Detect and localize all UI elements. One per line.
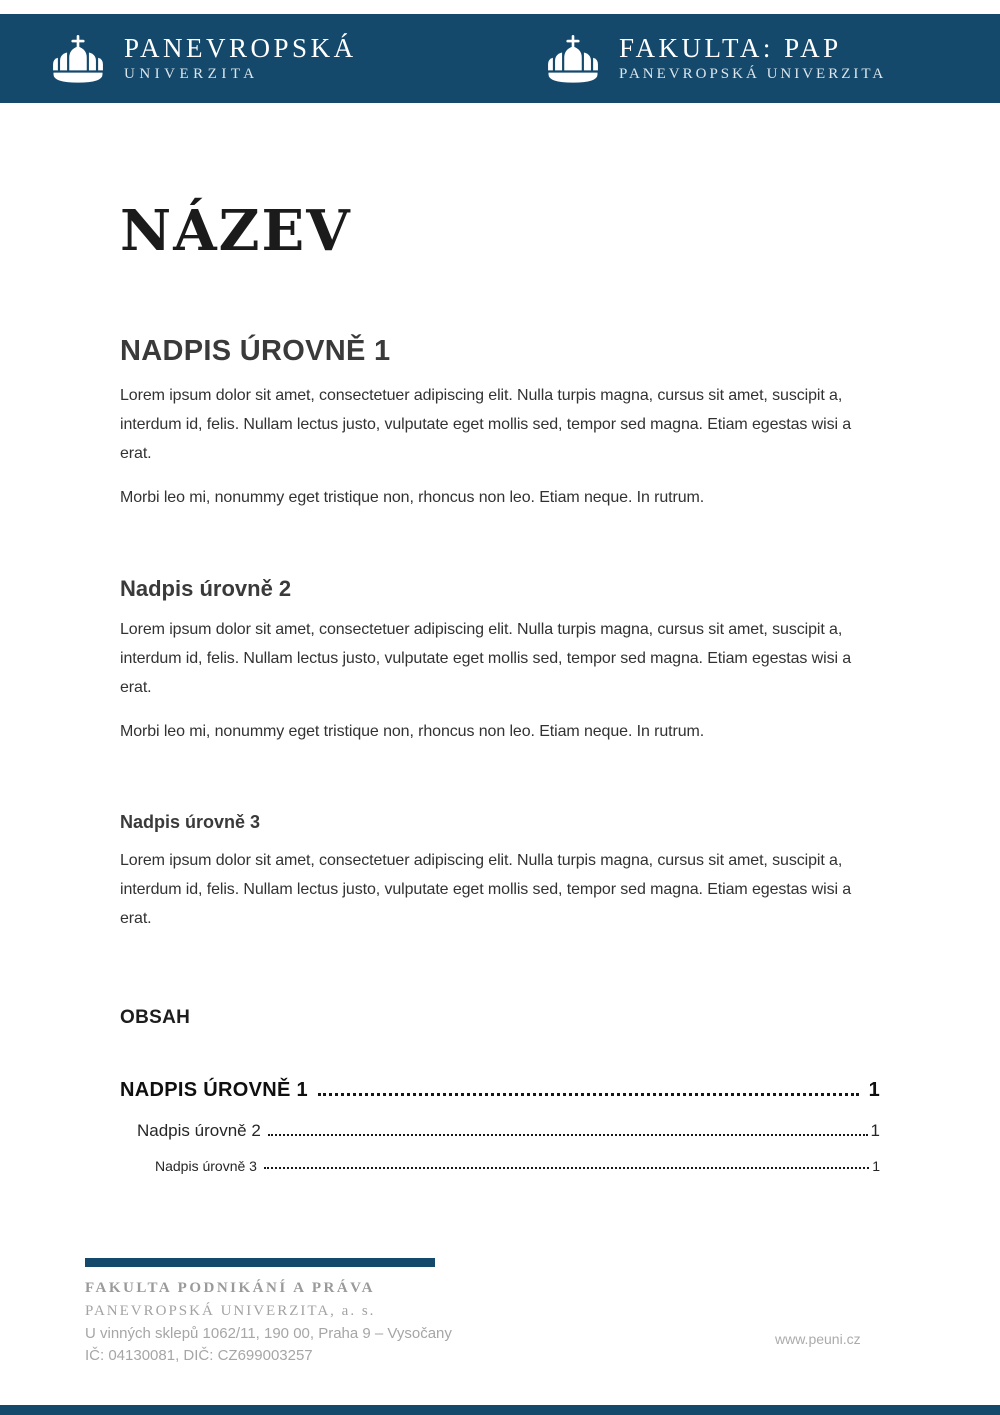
crown-icon (50, 33, 106, 85)
university-logo-subtitle: UNIVERZITA (124, 66, 259, 83)
footer-accent-bar (85, 1258, 435, 1267)
bottom-accent-band (0, 1405, 1000, 1415)
body-paragraph: Lorem ipsum dolor sit amet, consectetuer adipiscing elit. Nulla turpis magna, cursus sit amet, suscipit a, interdum id, felis. Nullam lectus justo, vulputate eget mollis sed, tempor sed magna. Etiam egestas wisi a erat. (120, 621, 852, 697)
toc-entry-label: Nadpis úrovně 3 (155, 1158, 257, 1175)
toc-dot-leader (318, 1093, 859, 1096)
toc-entry-level-3[interactable] (120, 1158, 880, 1174)
footer-university-name: PANEVROPSKÁ UNIVERZITA, a. s. (85, 1303, 376, 1319)
footer-faculty-name: FAKULTA PODNIKÁNÍ A PRÁVA (85, 1280, 375, 1296)
university-logo-title: PANEVROPSKÁ (124, 32, 357, 63)
toc-entry-level-2[interactable] (120, 1121, 880, 1141)
footer-website-link[interactable]: www.peuni.cz (775, 1331, 861, 1347)
toc-entry-label: Nadpis úrovně 2 (137, 1121, 261, 1141)
footer-registration: IČ: 04130081, DIČ: CZ699003257 (85, 1347, 313, 1364)
faculty-logo (545, 14, 886, 103)
body-paragraph: Lorem ipsum dolor sit amet, consectetuer adipiscing elit. Nulla turpis magna, cursus sit amet, suscipit a, interdum id, felis. Nullam lectus justo, vulputate eget mollis sed, tempor sed magna. Etiam egestas wisi a erat. (120, 852, 852, 928)
toc-heading: OBSAH (120, 1007, 191, 1029)
heading-level-1: NADPIS ÚROVNĚ 1 (120, 335, 391, 368)
footer-address: U vinných sklepů 1062/11, 190 00, Praha 9 – Vysočany (85, 1325, 452, 1342)
body-paragraph: Lorem ipsum dolor sit amet, consectetuer adipiscing elit. Nulla turpis magna, cursus sit amet, suscipit a, interdum id, felis. Nullam lectus justo, vulputate eget mollis sed, tempor sed magna. Etiam egestas wisi a erat. (120, 387, 852, 463)
toc-page-number: 1 (870, 1121, 880, 1141)
document-title: NÁZEV (120, 198, 352, 264)
university-logo-text (124, 34, 357, 83)
toc-dot-leader (264, 1167, 869, 1169)
heading-level-3: Nadpis úrovně 3 (120, 812, 261, 833)
header-band (0, 14, 1000, 103)
body-paragraph: Morbi leo mi, nonummy eget tristique non, rhoncus non leo. Etiam neque. In rutrum. (120, 723, 705, 741)
footer-address-block (85, 1278, 1000, 1366)
crown-icon (545, 33, 601, 85)
university-logo (50, 14, 357, 103)
document-content (120, 103, 882, 1174)
toc-page-number: 1 (868, 1079, 880, 1102)
body-paragraph: Morbi leo mi, nonummy eget tristique non, rhoncus non leo. Etiam neque. In rutrum. (120, 489, 705, 507)
faculty-logo-text (619, 34, 886, 83)
toc-entry-level-1[interactable] (120, 1079, 880, 1102)
toc-entry-label: NADPIS ÚROVNĚ 1 (120, 1079, 308, 1102)
heading-level-2: Nadpis úrovně 2 (120, 576, 292, 602)
faculty-logo-title: FAKULTA: PAP (619, 32, 842, 63)
toc-dot-leader (268, 1134, 868, 1136)
faculty-logo-subtitle: PANEVROPSKÁ UNIVERZITA (619, 66, 887, 83)
page-footer (0, 1258, 1000, 1366)
toc-page-number: 1 (872, 1158, 880, 1175)
